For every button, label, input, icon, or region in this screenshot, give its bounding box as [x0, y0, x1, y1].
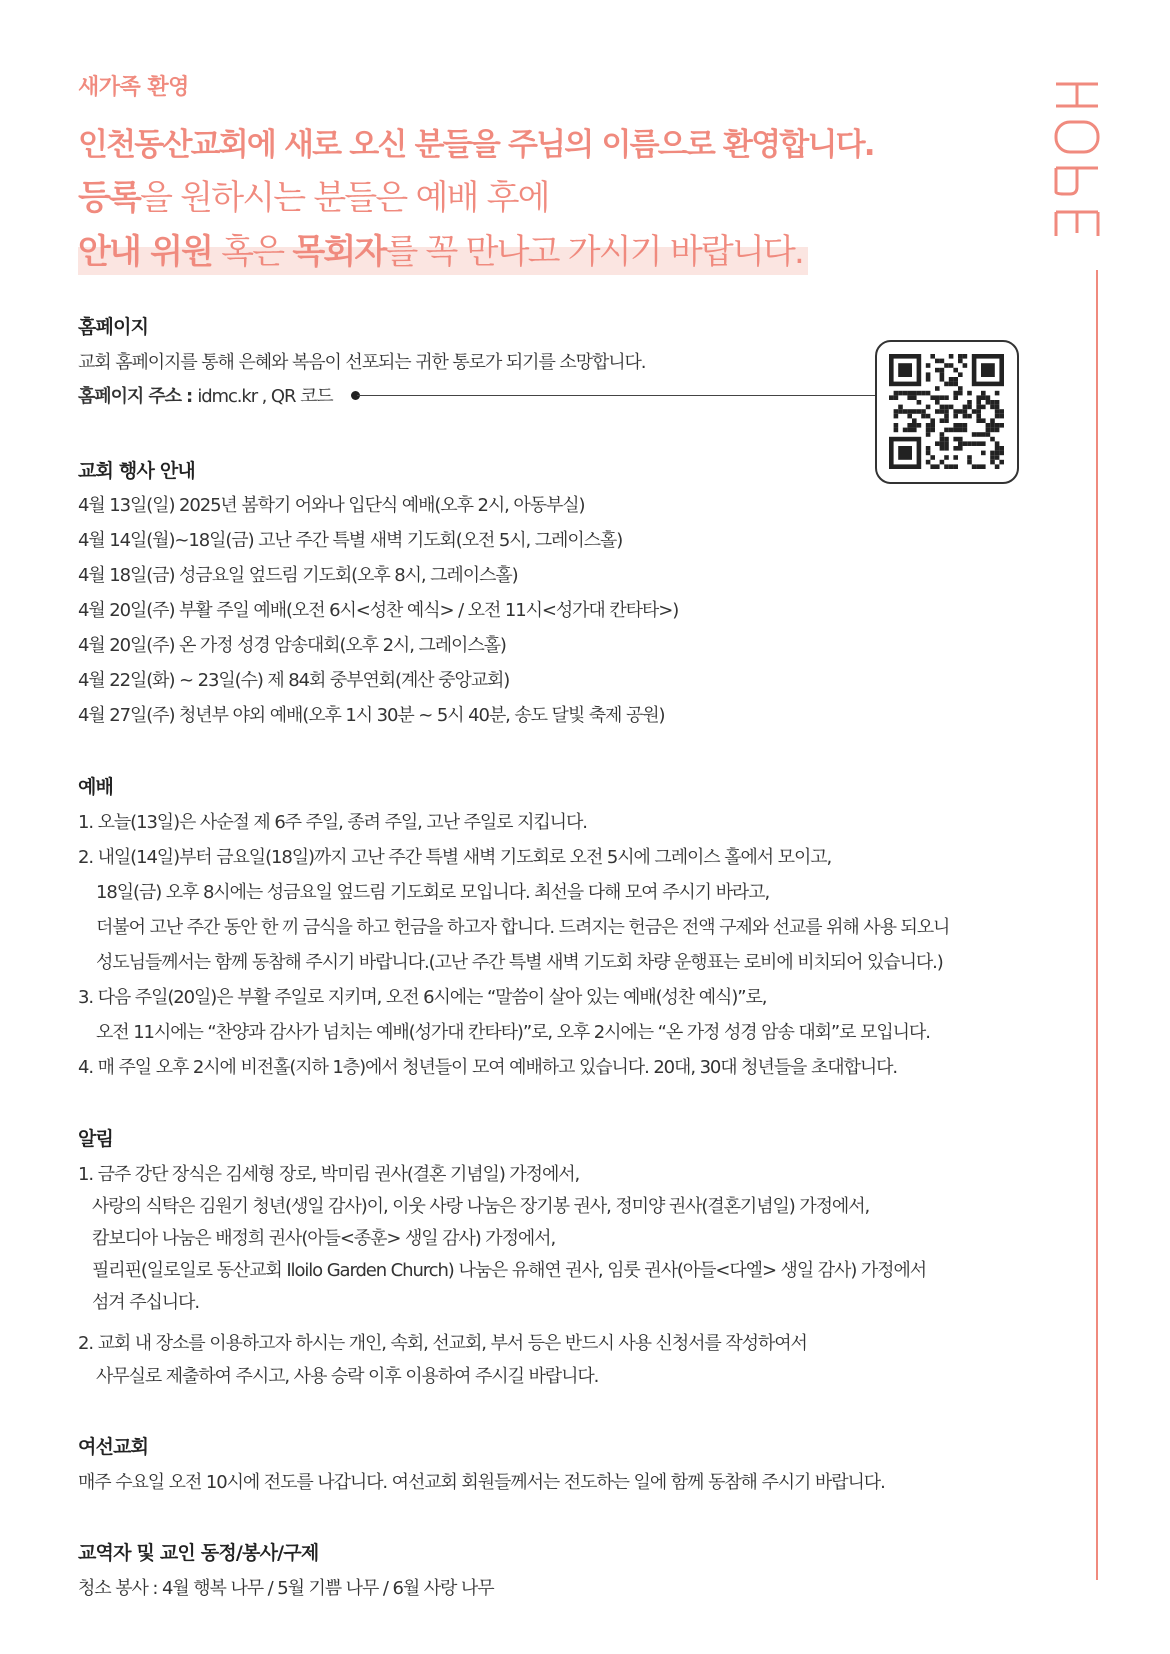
welcome-subtitle-1: 등록을 원하시는 분들은 예배 후에	[78, 178, 549, 218]
notice-line: 사무실로 제출하여 주시고, 사용 승락 이후 이용하여 주시길 바랍니다.	[96, 1366, 599, 1387]
event-item: 4월 20일(주) 온 가정 성경 암송대회(오후 2시, 그레이스홀)	[78, 635, 506, 656]
connector-line	[357, 395, 875, 396]
notice-line: 사랑의 식탁은 김원기 청년(생일 감사)이, 이웃 사랑 나눔은 장기봉 권사, 정미양 권사(결혼기념일) 가정에서,	[92, 1196, 870, 1217]
mission-heading: 여선교회	[78, 1436, 149, 1458]
homepage-heading: 홈페이지	[78, 316, 149, 338]
worship-line: 4. 매 주일 오후 2시에 비전홀(지하 1층)에서 청년들이 모여 예배하고 있습니다. 20대, 30대 청년들을 초대합니다.	[78, 1057, 898, 1078]
welcome-title: 인천동산교회에 새로 오신 분들을 주님의 이름으로 환영합니다.	[78, 127, 874, 163]
notice-line: 필리핀(일로일로 동산교회 Iloilo Garden Church) 나눔은 유해연 권사, 임룻 권사(아들<다엘> 생일 감사) 가정에서	[92, 1260, 927, 1281]
qr-code-icon	[877, 342, 1017, 482]
notice-line: 1. 금주 강단 장식은 김세형 장로, 박미림 권사(결혼 기념일) 가정에서,	[78, 1164, 580, 1185]
worship-line: 2. 내일(14일)부터 금요일(18일)까지 고난 주간 특별 새벽 기도회로 오전 5시에 그레이스 홀에서 모이고,	[78, 847, 832, 868]
homepage-description: 교회 홈페이지를 통해 은혜와 복음이 선포되는 귀한 통로가 되기를 소망합니다.	[78, 352, 646, 373]
worship-line: 성도님들께서는 함께 동참해 주시기 바랍니다.(고난 주간 특별 새벽 기도회 차량 운행표는 로비에 비치되어 있습니다.)	[96, 952, 943, 973]
homepage-address: 홈페이지 주소 : idmc.kr , QR 코드	[78, 386, 333, 407]
event-item: 4월 27일(주) 청년부 야외 예배(오후 1시 30분 ~ 5시 40분, 송도 달빛 축제 공원)	[78, 705, 665, 726]
service-heading: 교역자 및 교인 동정/봉사/구제	[78, 1542, 319, 1564]
event-item: 4월 13일(일) 2025년 봄학기 어와나 입단식 예배(오후 2시, 아동부실)	[78, 495, 585, 516]
worship-line: 3. 다음 주일(20일)은 부활 주일로 지키며, 오전 6시에는 “말씀이 살아 있는 예배(성찬 예식)”로,	[78, 987, 767, 1008]
event-item: 4월 18일(금) 성금요일 엎드림 기도회(오후 8시, 그레이스홀)	[78, 565, 518, 586]
worship-line: 오전 11시에는 “찬양과 감사가 넘치는 예배(성가대 칸타타)”로, 오후 2시에는 “온 가정 성경 암송 대회”로 모입니다.	[96, 1022, 930, 1043]
events-heading: 교회 행사 안내	[78, 460, 195, 482]
worship-line: 1. 오늘(13일)은 사순절 제 6주 주일, 종려 주일, 고난 주일로 지킵니다.	[78, 812, 587, 833]
worship-line: 18일(금) 오후 8시에는 성금요일 엎드림 기도회로 모입니다. 최선을 다해 모여 주시기 바라고,	[96, 882, 770, 903]
event-item: 4월 14일(월)~18일(금) 고난 주간 특별 새벽 기도회(오전 5시, 그레이스홀)	[78, 530, 623, 551]
side-divider	[1096, 270, 1098, 1580]
notice-line: 2. 교회 내 장소를 이용하고자 하시는 개인, 속회, 선교회, 부서 등은 반드시 사용 신청서를 작성하여서	[78, 1333, 807, 1354]
service-description: 청소 봉사 : 4월 행복 나무 / 5월 기쁨 나무 / 6월 사랑 나무	[78, 1578, 494, 1599]
notice-line: 섬겨 주십니다.	[92, 1292, 199, 1313]
event-item: 4월 20일(주) 부활 주일 예배(오전 6시<성찬 예식> / 오전 11시<성가대 칸타타>)	[78, 600, 679, 621]
hope-logo	[1046, 80, 1106, 250]
event-item: 4월 22일(화) ~ 23일(수) 제 84회 중부연회(계산 중앙교회)	[78, 670, 510, 691]
notice-line: 캄보디아 나눔은 배정희 권사(아들<종훈> 생일 감사) 가정에서,	[92, 1228, 556, 1249]
notice-heading: 알림	[78, 1128, 114, 1150]
qr-code[interactable]	[875, 340, 1019, 484]
homepage-link[interactable]: idmc.kr , QR 코드	[197, 386, 333, 407]
worship-line: 더불어 고난 주간 동안 한 끼 금식을 하고 헌금을 하고자 합니다. 드려지는 헌금은 전액 구제와 선교를 위해 사용 되오니	[96, 917, 950, 938]
mission-description: 매주 수요일 오전 10시에 전도를 나갑니다. 여선교회 회원들께서는 전도하는 일에 함께 동참해 주시기 바랍니다.	[78, 1472, 885, 1493]
worship-heading: 예배	[78, 776, 114, 798]
hope-logo-text: HOPE	[1046, 80, 1049, 81]
section-label-new-family: 새가족 환영	[78, 75, 189, 100]
welcome-subtitle-2: 안내 위원 혹은 목회자를 꼭 만나고 가시기 바랍니다.	[78, 232, 804, 272]
